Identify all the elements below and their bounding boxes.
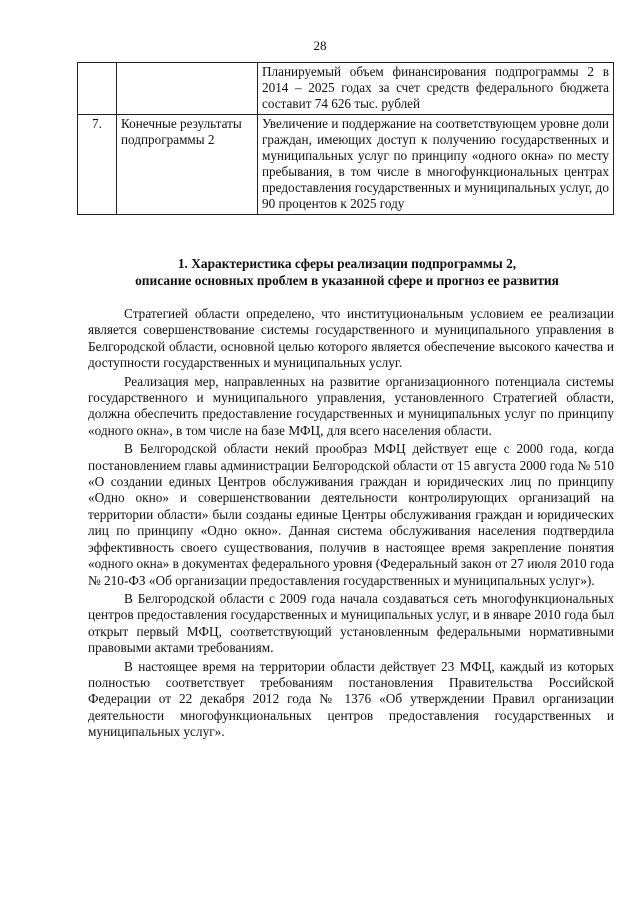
paragraph: В Белгородской области с 2009 года начала создаваться сеть многофункциональных центров предоставления государственных и муниципальных услуг, и в январе 2010 года был открыт первый МФЦ, соответствующий установленным федеральными нормативными правовыми актами требованиям. bbox=[88, 590, 614, 656]
section-heading bbox=[80, 255, 614, 289]
section-heading-line-2: описание основных проблем в указанной сфере и прогноз ее развития bbox=[135, 273, 559, 288]
paragraph: Стратегией области определено, что институциональным условием ее реализации является совершенствование системы государственного и муниципального управления в Белгородской области, основной целью которого является обеспечение высокого качества и доступности государственных и муниципальных услуг. bbox=[88, 306, 614, 371]
row-number-cell bbox=[78, 63, 117, 115]
row-number-cell: 7. bbox=[78, 115, 117, 215]
paragraph: В настоящее время на территории области действует 23 МФЦ, каждый из которых полностью соответствует требованиям постановления Правительства Российской Федерации от 22 декабря 2012 года № 1376 «Об утверждении Правил организации деятельности многофункциональных центров предоставления государственных и муниципальных услуг». bbox=[88, 658, 614, 740]
table-row bbox=[78, 63, 614, 115]
row-text-cell: Планируемый объем финансирования подпрограммы 2 в 2014 – 2025 годах за счет средств федерального бюджета составит 74 626 тыс. рублей bbox=[258, 63, 614, 115]
row-name-cell: Конечные результаты подпрограммы 2 bbox=[117, 115, 258, 215]
paragraph: Реализация мер, направленных на развитие организационного потенциала системы государственного и муниципального управления, установленного Стратегией области, должна обеспечить предоставление государственных и муниципальных услуг по принципу «одного окна», в том числе на базе МФЦ, для всего населения области. bbox=[88, 373, 614, 438]
row-name-cell bbox=[117, 63, 258, 115]
paragraph: В Белгородской области некий прообраз МФЦ действует еще с 2000 года, когда постановлением главы администрации Белгородской области от 15 августа 2000 года № 510 «О создании единых Центров обслуживания граждан и юридических лиц по принципу «Одно окно» и совершенствовании деятельности контролирующих организаций на территории области» были созданы единые Центры обслуживания граждан и юридических лиц по принципу «Одно окно». Данная система обслуживания населения подтвердила эффективность своего существования, получив в настоящее время закрепление понятия «одного окна» в документах федерального уровня (Федеральный закон от 27 июля 2010 года № 210-ФЗ «Об организации предоставления государственных и муниципальных услуг»). bbox=[88, 441, 614, 588]
section-body bbox=[88, 306, 614, 743]
table-row bbox=[78, 115, 614, 215]
row-text-cell: Увеличение и поддержание на соответствующем уровне доли граждан, имеющих доступ к получению государственных и муниципальных услуг по принципу «одного окна» по месту пребывания, в том числе в многофункциональных центрах предоставления государственных и муниципальных услуг, до 90 процентов к 2025 году bbox=[258, 115, 614, 215]
section-heading-line-1: 1. Характеристика сферы реализации подпрограммы 2, bbox=[177, 256, 517, 271]
program-table bbox=[77, 62, 614, 215]
page-number: 28 bbox=[313, 38, 327, 53]
